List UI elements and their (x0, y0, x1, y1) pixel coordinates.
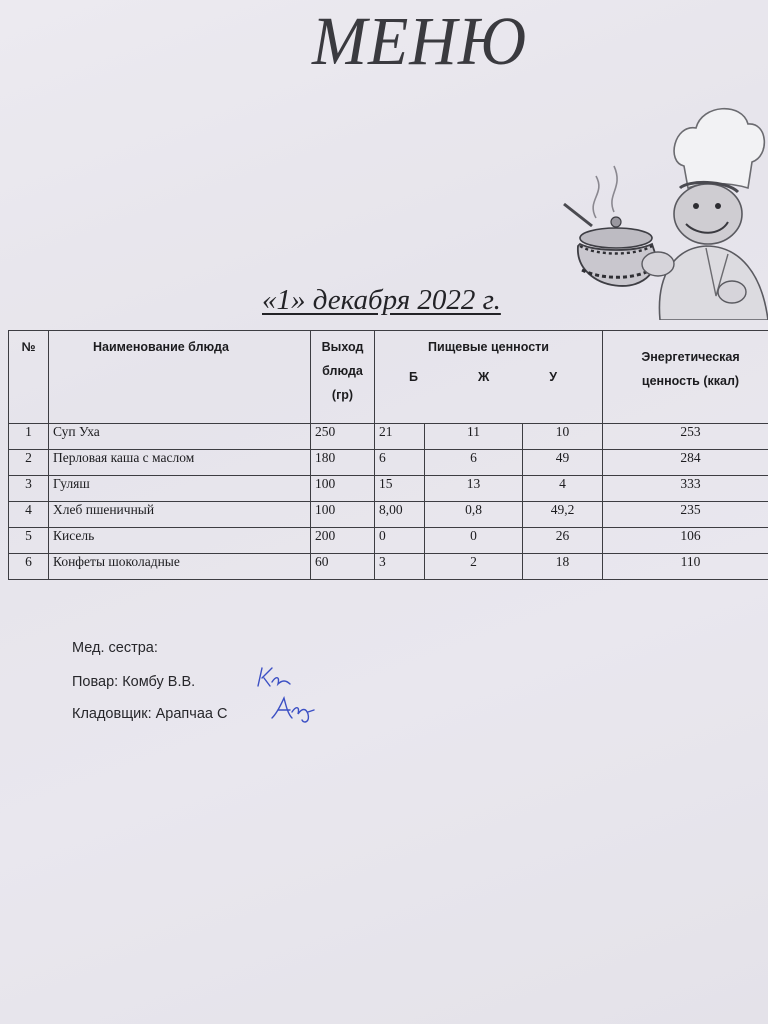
table-row (9, 450, 768, 476)
dish-carbs: 4 (523, 476, 603, 502)
dish-energy: 253 (603, 424, 768, 450)
dish-protein: 15 (375, 476, 425, 502)
dish-fat: 13 (425, 476, 523, 502)
nurse-signature-line: Мед. сестра: (72, 640, 158, 656)
yield-header-line1: Выход (321, 340, 364, 354)
col-name-header-text: Наименование блюда (93, 340, 229, 354)
dish-fat: 2 (425, 554, 523, 580)
chef-illustration (556, 96, 768, 320)
col-energy-header (603, 331, 768, 424)
menu-date: «1» декабря 2022 г. (262, 284, 501, 316)
row-number: 4 (9, 502, 49, 528)
storekeeper-handwritten-signature (268, 694, 318, 726)
col-nutrition-header (375, 331, 603, 424)
dish-protein: 6 (375, 450, 425, 476)
dish-protein: 21 (375, 424, 425, 450)
pot-lid (580, 228, 652, 248)
col-name-header (49, 331, 311, 424)
cook-signature-line: Повар: Комбу В.В. (72, 674, 196, 690)
dish-energy: 284 (603, 450, 768, 476)
dish-name: Конфеты шоколадные (49, 554, 311, 580)
dish-carbs: 26 (523, 528, 603, 554)
dish-yield: 60 (311, 554, 375, 580)
dish-name: Гуляш (49, 476, 311, 502)
dish-yield: 200 (311, 528, 375, 554)
yield-header-line3: (гр) (331, 388, 354, 402)
dish-energy: 235 (603, 502, 768, 528)
dish-yield: 180 (311, 450, 375, 476)
fat-header: Ж (477, 370, 490, 384)
dish-name: Кисель (49, 528, 311, 554)
dish-protein: 0 (375, 528, 425, 554)
row-number: 6 (9, 554, 49, 580)
dish-fat: 0,8 (425, 502, 523, 528)
table-row (9, 554, 768, 580)
dish-energy: 106 (603, 528, 768, 554)
dish-fat: 11 (425, 424, 523, 450)
nutrition-header-text: Пищевые ценности (428, 340, 549, 354)
dish-carbs: 18 (523, 554, 603, 580)
row-number: 5 (9, 528, 49, 554)
dish-energy: 333 (603, 476, 768, 502)
dish-carbs: 10 (523, 424, 603, 450)
cook-handwritten-signature (252, 662, 296, 690)
dish-protein: 3 (375, 554, 425, 580)
dish-name: Хлеб пшеничный (49, 502, 311, 528)
table-row (9, 528, 768, 554)
row-number: 3 (9, 476, 49, 502)
table-row (9, 424, 768, 450)
dish-carbs: 49 (523, 450, 603, 476)
dish-name: Перловая каша с маслом (49, 450, 311, 476)
dish-name: Суп Уха (49, 424, 311, 450)
col-yield-header (311, 331, 375, 424)
dish-yield: 250 (311, 424, 375, 450)
chef-face (674, 184, 742, 244)
dish-carbs: 49,2 (523, 502, 603, 528)
dish-fat: 0 (425, 528, 523, 554)
page-title: МЕНЮ (312, 3, 528, 80)
chef-hat (674, 109, 764, 188)
dish-energy: 110 (603, 554, 768, 580)
energy-header-line1: Энергетическая (641, 350, 740, 364)
table-row (9, 476, 768, 502)
yield-header-line2: блюда (322, 364, 363, 378)
row-number: 1 (9, 424, 49, 450)
steam (593, 166, 617, 218)
protein-header: Б (409, 370, 418, 384)
dish-yield: 100 (311, 476, 375, 502)
dish-fat: 6 (425, 450, 523, 476)
col-number-header: № (9, 331, 49, 424)
table-row (9, 502, 768, 528)
energy-header-line2: ценность (ккал) (641, 374, 740, 388)
menu-table (8, 330, 768, 580)
carbs-header: У (549, 370, 558, 384)
row-number: 2 (9, 450, 49, 476)
dish-yield: 100 (311, 502, 375, 528)
dish-protein: 8,00 (375, 502, 425, 528)
spoon (564, 204, 592, 226)
storekeeper-signature-line: Кладовщик: Арапчаа С (72, 706, 228, 722)
table-header-row (9, 331, 768, 424)
